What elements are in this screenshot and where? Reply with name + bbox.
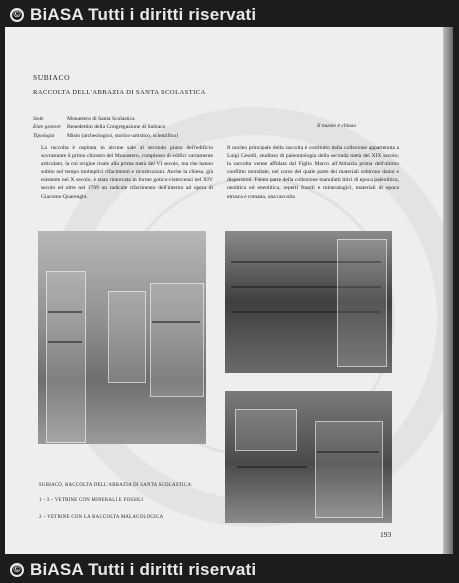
page-number: 193 <box>380 530 392 539</box>
metadata-value: Monastero di Santa Scolastica <box>67 116 135 122</box>
copyright-seal-icon: © <box>10 8 24 22</box>
metadata-key: Tipologia <box>33 132 55 139</box>
photo-display-shelves-top-right <box>225 231 392 373</box>
display-case-shape <box>150 283 204 397</box>
watermark-top <box>0 2 459 28</box>
metadata-value: Benedettini della Congregazione di Subiaco <box>67 124 166 131</box>
collection-title: RACCOLTA DELL'ABBAZIA DI SANTA SCOLASTICA <box>33 89 206 96</box>
body-text-right: Il nucleo principale della raccolta è costituito dalla collezione appartenuta a Luigi Ceselli, studioso di paleontologia della seconda metà del XIX secolo; la raccolta venne affidata dal Figlio Marco all'Abbazia prima dell'ultimo conflitto mondiale, nel corso del quale parte dei materiali subirono danni e dispersioni. Fanno parte della collezione manufatti litici di epoca paleolitica, neolitica ed eneolitica, reperti fossili e mineralogici, materiali di epoca etrusca e romana, una raccolta <box>227 145 399 200</box>
watermark-text: BiASA Tutti i diritti riservati <box>30 5 257 24</box>
collection-metadata <box>33 115 178 140</box>
document-page <box>5 27 443 554</box>
metadata-row-ente <box>33 123 178 131</box>
metadata-key: Sede <box>33 116 44 122</box>
metadata-key: Ente gestore <box>33 124 61 131</box>
display-case-shape <box>337 239 387 367</box>
display-case-shape <box>235 409 297 451</box>
copyright-seal-icon: © <box>10 563 24 577</box>
page-city-heading: SUBIACO <box>33 73 71 82</box>
watermark-bottom <box>0 557 459 583</box>
shelf-shape <box>237 466 307 468</box>
body-text-left: La raccolta è ospitata in alcune sale al secondo piano dell'edificio sovrastante il primo chiostro del Monastero, complesso di edifici variamente articolato, la cui origine risale alla prima metà del VI secolo, ma che hanno subito nel tempo molteplici rifacimenti e ricostruzioni. Anche la chiesa, già esistente nel X secolo, è stata rinnovata in forme gotico-cistercensi nel XIV secolo ed oltre nel 1769 un radicale rifacimento dell'interno ad opera di Giacomo Quarenghi. <box>41 145 213 200</box>
shelf-shape <box>317 451 379 453</box>
shelf-shape <box>48 341 82 343</box>
display-case-shape <box>315 421 383 518</box>
photo-display-cases-left <box>38 231 206 444</box>
museum-status: Il museo è chiuso <box>317 123 356 129</box>
shelf-shape <box>48 311 82 313</box>
watermark-text: BiASA Tutti i diritti riservati <box>30 560 257 579</box>
metadata-row-sede <box>33 115 178 123</box>
shelf-shape <box>152 321 200 323</box>
photo-display-room-bottom-right <box>225 391 392 523</box>
page-edge <box>443 27 453 554</box>
display-case-shape <box>108 291 146 383</box>
caption-line-1: 1 - 3 – VETRINE CON MINERALI E FOSSILI <box>39 498 144 503</box>
metadata-row-tipologia <box>33 132 178 140</box>
metadata-value: Misto (archeologico, storico-artistico, scientifico) <box>67 132 179 139</box>
display-case-shape <box>46 271 86 443</box>
caption-line-2: 2 – VETRINE CON LA RACCOLTA MALACOLOGICA <box>39 515 164 520</box>
caption-title: SUBIACO, RACCOLTA DELL'ABBAZIA DI SANTA SCOLASTICA: <box>39 483 193 488</box>
